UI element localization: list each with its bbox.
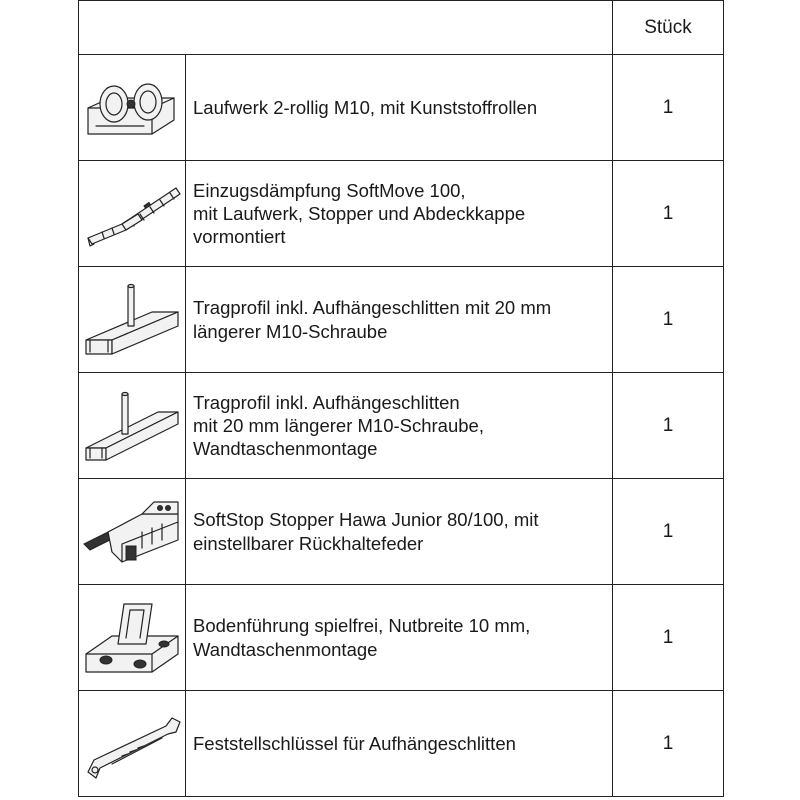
description-line: Feststellschlüssel für Aufhängeschlitten: [193, 732, 516, 754]
support-profile-icon: [82, 280, 182, 360]
table-row: [79, 161, 724, 267]
item-description: [186, 585, 613, 691]
item-description: [186, 267, 613, 373]
table-row: [79, 585, 724, 691]
description-line: Wandtaschenmontage: [193, 638, 378, 660]
description-line: einstellbarer Rückhaltefeder: [193, 532, 424, 554]
description-line: Bodenführung spielfrei, Nutbreite 10 mm,: [193, 615, 531, 637]
table-row: [79, 55, 724, 161]
item-image-cell: [79, 691, 186, 797]
description-line: mit Laufwerk, Stopper und Abdeckkappe: [193, 202, 526, 224]
description-line: Tragprofil inkl. Aufhängeschlitten: [193, 391, 460, 413]
header-qty-cell: Stück: [613, 1, 724, 55]
item-quantity: 1: [613, 55, 724, 161]
item-description: [186, 479, 613, 585]
item-description: [186, 55, 613, 161]
item-quantity: 1: [613, 373, 724, 479]
item-image-cell: [79, 55, 186, 161]
table-row: [79, 267, 724, 373]
description-line: Einzugsdämpfung SoftMove 100,: [193, 179, 466, 201]
item-quantity: 1: [613, 479, 724, 585]
header-row: [79, 1, 724, 55]
parts-table: [78, 0, 724, 797]
softstop-stopper-icon: [82, 492, 182, 572]
description-line: vormontiert: [193, 226, 286, 248]
item-image-cell: [79, 585, 186, 691]
table-row: [79, 373, 724, 479]
item-image-cell: [79, 161, 186, 267]
item-description: [186, 373, 613, 479]
floor-guide-icon: [82, 598, 182, 678]
table-row: [79, 479, 724, 585]
header-product-cell: [79, 1, 613, 55]
description-line: SoftStop Stopper Hawa Junior 80/100, mit: [193, 509, 539, 531]
item-quantity: 1: [613, 161, 724, 267]
item-image-cell: [79, 267, 186, 373]
locking-wrench-icon: [82, 704, 182, 784]
soft-close-damper-icon: [82, 174, 182, 254]
description-line: längerer M10-Schraube: [193, 320, 388, 342]
item-image-cell: [79, 373, 186, 479]
description-line: mit 20 mm längerer M10-Schraube,: [193, 414, 484, 436]
item-description: [186, 691, 613, 797]
item-description: [186, 161, 613, 267]
support-profile-wall-icon: [82, 386, 182, 466]
item-quantity: 1: [613, 585, 724, 691]
item-quantity: 1: [613, 691, 724, 797]
description-line: Tragprofil inkl. Aufhängeschlitten mit 20 mm: [193, 297, 552, 319]
table-row: [79, 691, 724, 797]
item-image-cell: [79, 479, 186, 585]
roller-carriage-icon: [82, 68, 182, 148]
item-quantity: 1: [613, 267, 724, 373]
description-line: Laufwerk 2-rollig M10, mit Kunststoffrollen: [193, 96, 538, 118]
description-line: Wandtaschenmontage: [193, 438, 378, 460]
